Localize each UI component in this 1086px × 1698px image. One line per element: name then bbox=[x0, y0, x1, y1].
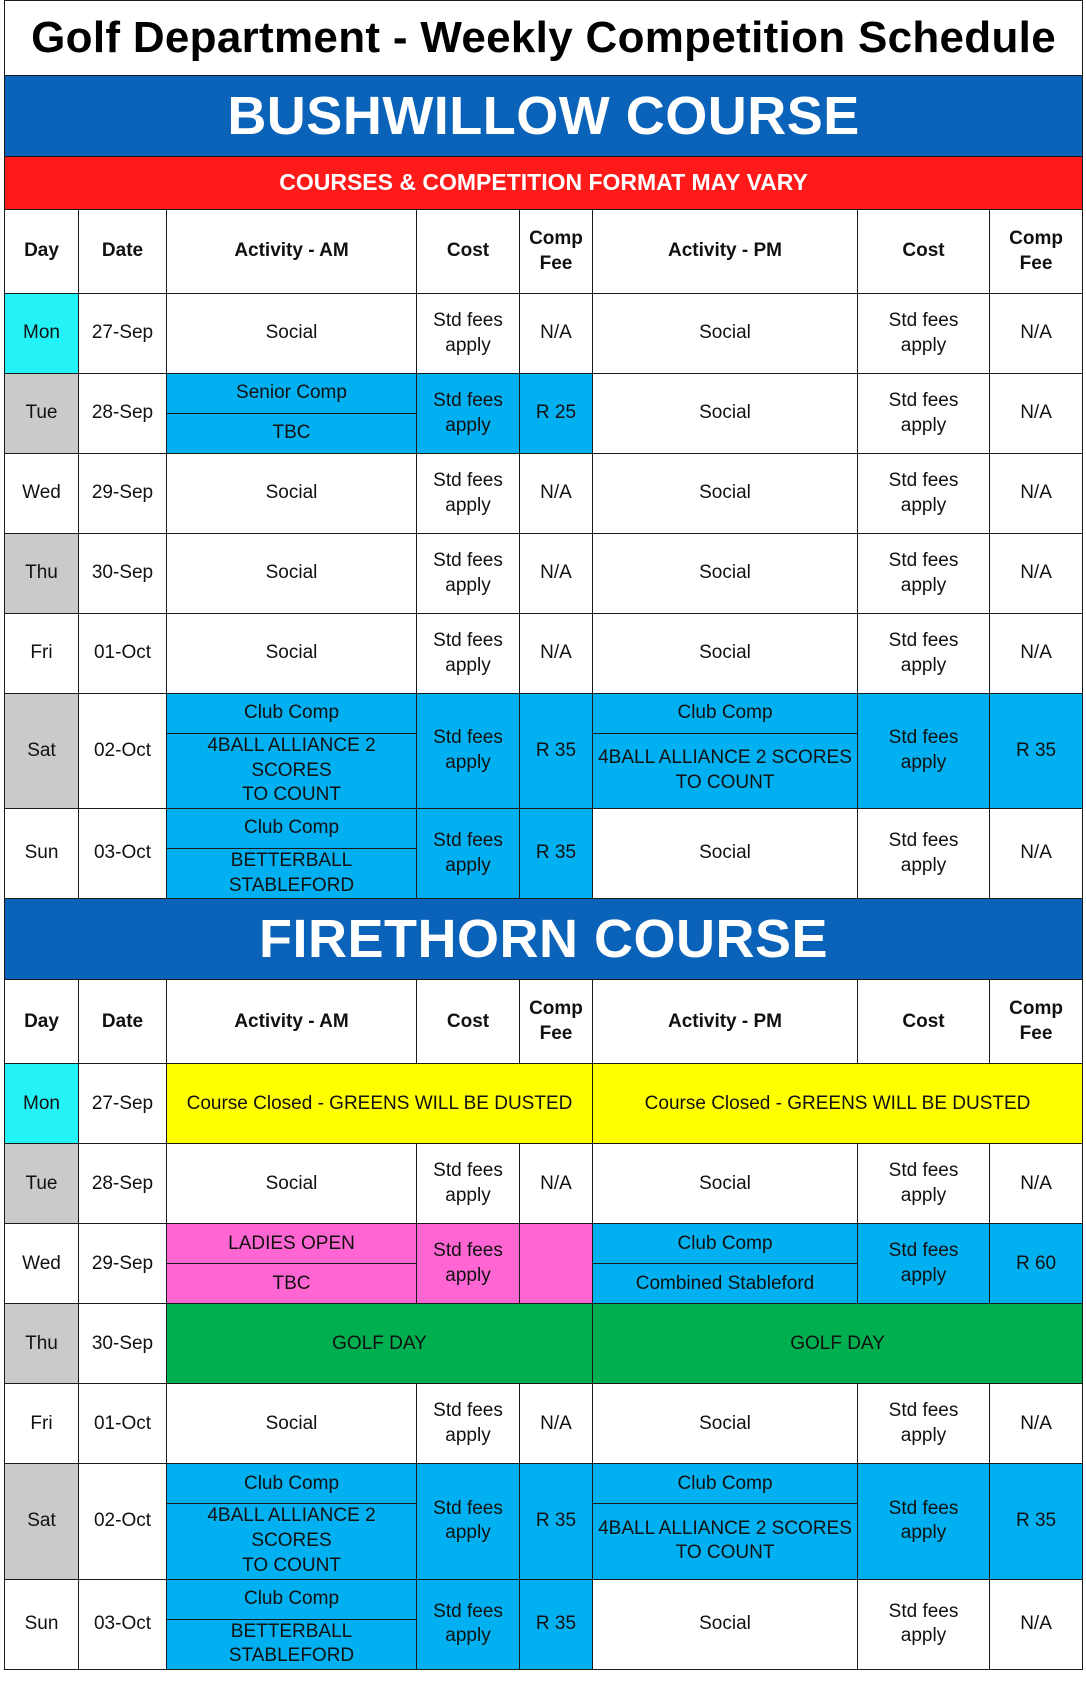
activity-pm-comp-cell: Club Comp bbox=[593, 694, 858, 734]
date-cell: 27-Sep bbox=[79, 294, 167, 374]
activity-pm-format-cell: Combined Stableford bbox=[593, 1264, 858, 1304]
cost-line: apply bbox=[445, 574, 491, 596]
firethorn-row-sat bbox=[5, 1464, 1083, 1504]
comp-fee-am-cell: R 25 bbox=[520, 374, 593, 454]
cost-line: Std fees bbox=[433, 1600, 503, 1622]
cost-line: apply bbox=[900, 854, 947, 876]
activity-am-format-cell: TBC bbox=[167, 1264, 417, 1304]
header-fee-line: Fee bbox=[539, 1022, 573, 1044]
course-closed-pm-cell: Course Closed - GREENS WILL BE DUSTED bbox=[593, 1064, 1083, 1144]
comp-fee-am-cell: N/A bbox=[520, 454, 593, 534]
format-line: TO COUNT bbox=[675, 1542, 775, 1564]
header-comp-fee-am bbox=[520, 980, 593, 1064]
day-cell: Wed bbox=[5, 1224, 79, 1304]
bushwillow-row-fri bbox=[5, 614, 1083, 654]
course-closed-am-cell: Course Closed - GREENS WILL BE DUSTED bbox=[167, 1064, 593, 1144]
cost-pm-cell bbox=[858, 614, 990, 694]
activity-am-comp-cell: LADIES OPEN bbox=[167, 1224, 417, 1264]
cost-line: apply bbox=[445, 654, 491, 676]
comp-fee-am-cell: N/A bbox=[520, 1384, 593, 1464]
header-comp-fee-pm bbox=[990, 980, 1083, 1064]
comp-fee-am-cell: N/A bbox=[520, 1144, 593, 1224]
cost-line: Std fees bbox=[888, 830, 959, 852]
activity-am-format-cell: BETTERBALL STABLEFORD bbox=[167, 849, 417, 899]
firethorn-row-fri bbox=[5, 1384, 1083, 1424]
cost-line: Std fees bbox=[433, 1400, 503, 1422]
comp-fee-pm-cell: N/A bbox=[990, 1144, 1083, 1224]
cost-pm-cell bbox=[858, 454, 990, 534]
date-cell: 30-Sep bbox=[79, 534, 167, 614]
comp-fee-pm-cell: N/A bbox=[990, 294, 1083, 374]
cost-am-cell bbox=[417, 454, 520, 534]
header-date: Date bbox=[79, 980, 167, 1064]
header-cost-pm: Cost bbox=[858, 980, 990, 1064]
header-comp-fee-pm bbox=[990, 210, 1083, 294]
activity-pm-cell: Social bbox=[593, 1144, 858, 1224]
format-line: 4BALL ALLIANCE 2 SCORES bbox=[598, 1517, 852, 1539]
bushwillow-row-thu bbox=[5, 534, 1083, 574]
cost-pm-cell bbox=[858, 1579, 990, 1669]
format-line: TO COUNT bbox=[675, 772, 775, 794]
bushwillow-row-tue bbox=[5, 374, 1083, 414]
comp-fee-pm-cell: N/A bbox=[990, 374, 1083, 454]
comp-fee-am-cell: N/A bbox=[520, 294, 593, 374]
cost-line: apply bbox=[445, 1264, 491, 1286]
cost-line: Std fees bbox=[888, 1160, 959, 1182]
activity-pm-cell: Social bbox=[593, 534, 858, 614]
day-cell: Thu bbox=[5, 534, 79, 614]
cost-line: apply bbox=[445, 1522, 491, 1544]
date-cell: 27-Sep bbox=[79, 1064, 167, 1144]
cost-line: Std fees bbox=[888, 309, 959, 331]
activity-pm-cell: Social bbox=[593, 614, 858, 694]
cost-line: Std fees bbox=[888, 1240, 959, 1262]
day-cell: Mon bbox=[5, 294, 79, 374]
cost-am-cell bbox=[417, 1384, 520, 1464]
cost-line: Std fees bbox=[433, 629, 503, 651]
activity-pm-format-cell bbox=[593, 1504, 858, 1579]
cost-line: Std fees bbox=[433, 389, 503, 411]
day-cell: Sat bbox=[5, 1464, 79, 1579]
day-cell: Tue bbox=[5, 374, 79, 454]
comp-fee-pm-cell: N/A bbox=[990, 534, 1083, 614]
cost-am-cell bbox=[417, 1579, 520, 1669]
golf-day-am-cell: GOLF DAY bbox=[167, 1304, 593, 1384]
date-cell: 28-Sep bbox=[79, 1144, 167, 1224]
cost-line: Std fees bbox=[888, 1600, 959, 1622]
cost-line: Std fees bbox=[888, 1400, 959, 1422]
format-line: 4BALL ALLIANCE 2 SCORES bbox=[207, 735, 376, 781]
activity-am-comp-cell: Club Comp bbox=[167, 1579, 417, 1619]
bushwillow-row-sat bbox=[5, 694, 1083, 734]
activity-am-comp-cell: Club Comp bbox=[167, 1464, 417, 1504]
activity-am-format-cell: BETTERBALL STABLEFORD bbox=[167, 1619, 417, 1669]
activity-am-cell: Social bbox=[167, 614, 417, 694]
header-comp-fee-am bbox=[520, 210, 593, 294]
cost-line: Std fees bbox=[888, 549, 959, 571]
cost-line: apply bbox=[900, 414, 947, 436]
header-day: Day bbox=[5, 980, 79, 1064]
bushwillow-row-sun bbox=[5, 809, 1083, 849]
cost-am-cell bbox=[417, 809, 520, 899]
comp-fee-am-cell: R 35 bbox=[520, 809, 593, 899]
cost-line: Std fees bbox=[888, 1497, 959, 1519]
cost-line: Std fees bbox=[433, 1160, 503, 1182]
header-activity-pm: Activity - PM bbox=[593, 210, 858, 294]
date-cell: 02-Oct bbox=[79, 1464, 167, 1579]
firethorn-course-banner: FIRETHORN COURSE bbox=[5, 899, 1083, 980]
cost-am-cell bbox=[417, 374, 520, 454]
cost-line: Std fees bbox=[433, 309, 503, 331]
day-cell: Mon bbox=[5, 1064, 79, 1144]
cost-line: apply bbox=[900, 1625, 947, 1647]
activity-am-comp-cell: Senior Comp bbox=[167, 374, 417, 414]
cost-am-cell bbox=[417, 1144, 520, 1224]
cost-line: apply bbox=[900, 654, 947, 676]
day-cell: Sat bbox=[5, 694, 79, 809]
cost-line: Std fees bbox=[433, 727, 503, 749]
cost-pm-cell bbox=[858, 294, 990, 374]
comp-fee-am-cell: N/A bbox=[520, 614, 593, 694]
cost-am-cell bbox=[417, 694, 520, 809]
header-comp-line: Comp bbox=[529, 998, 583, 1020]
header-activity-am: Activity - AM bbox=[167, 980, 417, 1064]
cost-line: apply bbox=[900, 1424, 947, 1446]
golf-day-pm-cell: GOLF DAY bbox=[593, 1304, 1083, 1384]
schedule-table bbox=[4, 0, 1083, 1670]
cost-pm-cell bbox=[858, 1384, 990, 1464]
day-cell: Wed bbox=[5, 454, 79, 534]
firethorn-row-sun bbox=[5, 1579, 1083, 1619]
cost-line: apply bbox=[900, 494, 947, 516]
comp-fee-pm-cell: N/A bbox=[990, 614, 1083, 694]
cost-pm-cell bbox=[858, 1464, 990, 1579]
day-cell: Sun bbox=[5, 809, 79, 899]
cost-line: Std fees bbox=[433, 830, 503, 852]
cost-line: Std fees bbox=[888, 629, 959, 651]
date-cell: 02-Oct bbox=[79, 694, 167, 809]
format-line: 4BALL ALLIANCE 2 SCORES bbox=[207, 1505, 376, 1552]
cost-pm-cell bbox=[858, 534, 990, 614]
comp-fee-pm-cell: N/A bbox=[990, 454, 1083, 534]
cost-line: apply bbox=[445, 854, 491, 876]
header-activity-am: Activity - AM bbox=[167, 210, 417, 294]
cost-pm-cell bbox=[858, 374, 990, 454]
activity-am-cell: Social bbox=[167, 1384, 417, 1464]
header-activity-pm: Activity - PM bbox=[593, 980, 858, 1064]
activity-pm-comp-cell: Club Comp bbox=[593, 1224, 858, 1264]
bushwillow-row-wed bbox=[5, 454, 1083, 494]
comp-fee-pm-cell: N/A bbox=[990, 1384, 1083, 1464]
cost-am-cell bbox=[417, 534, 520, 614]
day-cell: Fri bbox=[5, 1384, 79, 1464]
comp-fee-pm-cell: R 35 bbox=[990, 1464, 1083, 1579]
cost-line: Std fees bbox=[433, 469, 503, 491]
date-cell: 03-Oct bbox=[79, 1579, 167, 1669]
date-cell: 01-Oct bbox=[79, 1384, 167, 1464]
activity-am-format-cell bbox=[167, 734, 417, 809]
cost-line: Std fees bbox=[433, 549, 503, 571]
firethorn-row-mon bbox=[5, 1064, 1083, 1104]
activity-pm-format-cell bbox=[593, 734, 858, 809]
page-title: Golf Department - Weekly Competition Schedule bbox=[5, 1, 1083, 76]
activity-pm-cell: Social bbox=[593, 1579, 858, 1669]
activity-am-format-cell: TBC bbox=[167, 414, 417, 454]
header-date: Date bbox=[79, 210, 167, 294]
cost-line: Std fees bbox=[888, 469, 959, 491]
cost-line: apply bbox=[445, 752, 491, 774]
day-cell: Fri bbox=[5, 614, 79, 694]
bushwillow-course-banner: BUSHWILLOW COURSE bbox=[5, 76, 1083, 157]
format-line: TO COUNT bbox=[242, 784, 341, 806]
activity-am-comp-cell: Club Comp bbox=[167, 694, 417, 734]
cost-line: Std fees bbox=[433, 1497, 503, 1519]
activity-pm-cell: Social bbox=[593, 294, 858, 374]
activity-pm-comp-cell: Club Comp bbox=[593, 1464, 858, 1504]
firethorn-row-wed bbox=[5, 1224, 1083, 1264]
bushwillow-header-row bbox=[5, 210, 1083, 294]
date-cell: 01-Oct bbox=[79, 614, 167, 694]
cost-am-cell bbox=[417, 1464, 520, 1579]
cost-line: apply bbox=[445, 334, 491, 356]
cost-line: apply bbox=[900, 1264, 947, 1286]
date-cell: 28-Sep bbox=[79, 374, 167, 454]
day-cell: Tue bbox=[5, 1144, 79, 1224]
cost-line: apply bbox=[445, 1424, 491, 1446]
activity-am-cell: Social bbox=[167, 1144, 417, 1224]
day-cell: Thu bbox=[5, 1304, 79, 1384]
activity-pm-cell: Social bbox=[593, 809, 858, 899]
header-cost-pm: Cost bbox=[858, 210, 990, 294]
firethorn-header-row bbox=[5, 980, 1083, 1064]
activity-pm-cell: Social bbox=[593, 454, 858, 534]
format-line: TO COUNT bbox=[242, 1554, 341, 1576]
cost-line: apply bbox=[445, 414, 491, 436]
header-fee-line: Fee bbox=[1019, 1022, 1053, 1044]
cost-line: apply bbox=[900, 334, 947, 356]
header-cost-am: Cost bbox=[417, 980, 520, 1064]
activity-am-cell: Social bbox=[167, 294, 417, 374]
comp-fee-am-cell: R 35 bbox=[520, 1579, 593, 1669]
header-fee-line: Fee bbox=[1019, 252, 1053, 274]
firethorn-row-tue bbox=[5, 1144, 1083, 1184]
header-comp-line: Comp bbox=[529, 227, 583, 249]
cost-line: apply bbox=[445, 1184, 491, 1206]
header-day: Day bbox=[5, 210, 79, 294]
activity-am-cell: Social bbox=[167, 534, 417, 614]
cost-am-cell bbox=[417, 294, 520, 374]
day-cell: Sun bbox=[5, 1579, 79, 1669]
activity-pm-cell: Social bbox=[593, 374, 858, 454]
comp-fee-pm-cell: R 60 bbox=[990, 1224, 1083, 1304]
activity-pm-cell: Social bbox=[593, 1384, 858, 1464]
cost-line: apply bbox=[900, 1522, 947, 1544]
cost-pm-cell bbox=[858, 694, 990, 809]
comp-fee-am-cell: R 35 bbox=[520, 1464, 593, 1579]
format-line: 4BALL ALLIANCE 2 SCORES bbox=[598, 747, 852, 769]
cost-pm-cell bbox=[858, 1144, 990, 1224]
header-fee-line: Fee bbox=[539, 252, 573, 274]
header-comp-line: Comp bbox=[1009, 227, 1063, 249]
cost-line: apply bbox=[900, 574, 947, 596]
format-warning-banner: COURSES & COMPETITION FORMAT MAY VARY bbox=[5, 157, 1083, 210]
bushwillow-row-mon bbox=[5, 294, 1083, 334]
cost-line: apply bbox=[445, 1625, 491, 1647]
header-comp-line: Comp bbox=[1009, 998, 1063, 1020]
date-cell: 03-Oct bbox=[79, 809, 167, 899]
header-cost-am: Cost bbox=[417, 210, 520, 294]
date-cell: 30-Sep bbox=[79, 1304, 167, 1384]
activity-am-cell: Social bbox=[167, 454, 417, 534]
cost-line: Std fees bbox=[888, 389, 959, 411]
cost-line: apply bbox=[900, 1184, 947, 1206]
cost-line: apply bbox=[900, 752, 947, 774]
cost-line: apply bbox=[445, 494, 491, 516]
comp-fee-pm-cell: R 35 bbox=[990, 694, 1083, 809]
cost-am-cell bbox=[417, 1224, 520, 1304]
cost-pm-cell bbox=[858, 1224, 990, 1304]
date-cell: 29-Sep bbox=[79, 454, 167, 534]
cost-line: Std fees bbox=[888, 727, 959, 749]
activity-am-comp-cell: Club Comp bbox=[167, 809, 417, 849]
comp-fee-am-cell: R 35 bbox=[520, 694, 593, 809]
cost-pm-cell bbox=[858, 809, 990, 899]
comp-fee-am-cell bbox=[520, 1224, 593, 1304]
date-cell: 29-Sep bbox=[79, 1224, 167, 1304]
comp-fee-pm-cell: N/A bbox=[990, 1579, 1083, 1669]
cost-am-cell bbox=[417, 614, 520, 694]
activity-am-format-cell bbox=[167, 1504, 417, 1579]
cost-line: Std fees bbox=[433, 1240, 503, 1262]
comp-fee-pm-cell: N/A bbox=[990, 809, 1083, 899]
comp-fee-am-cell: N/A bbox=[520, 534, 593, 614]
firethorn-row-thu bbox=[5, 1304, 1083, 1344]
